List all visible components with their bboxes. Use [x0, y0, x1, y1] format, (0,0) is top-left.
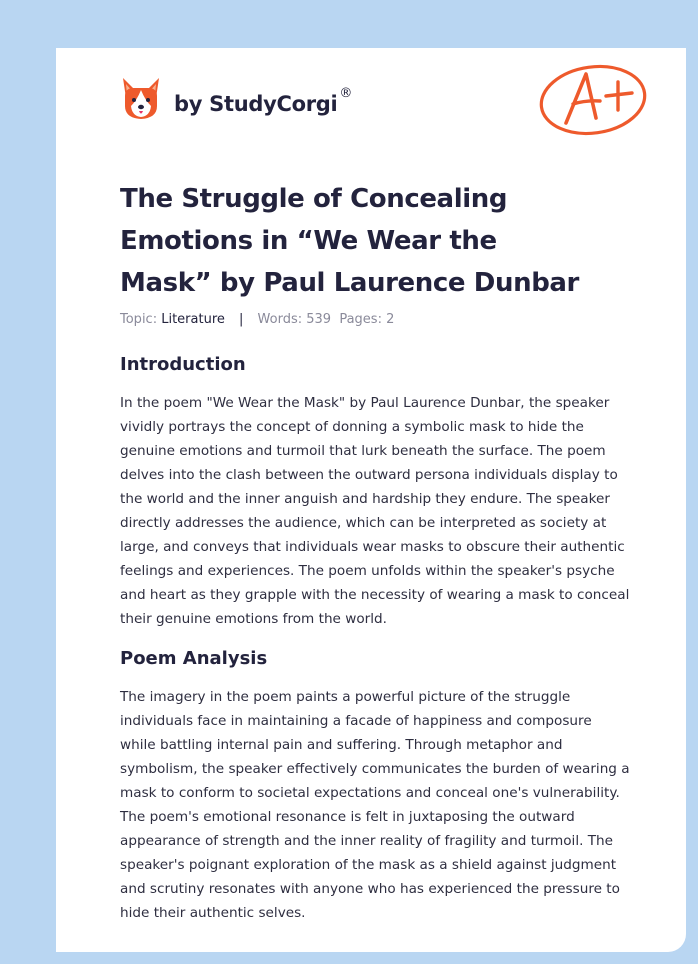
studycorgi-logo[interactable]	[120, 76, 420, 126]
page-count: Pages: 2	[339, 312, 395, 327]
document-title: The Struggle of Concealing Emotions in “We Wear the Mask” by Paul Laurence Dunbar	[120, 184, 579, 298]
section-paragraph: The imagery in the poem paints a powerful picture of the struggle individuals face in maintaining a facade of happiness and composure while battling internal pain and suffering. Through metaphor and symbolism, the speaker effectively communicates the burden of wearing a mask to conform to societal expectations and conceal one's vulnerability. The poem's emotional resonance is felt in juxtaposing the outward appearance of strength and the inner reality of fragility and turmoil. The speaker's poignant exploration of the mask as a shield against judgment and scrutiny resonates with anyone who has experienced the pressure to hide their authentic selves.	[120, 689, 630, 921]
document-meta	[120, 312, 394, 327]
corgi-icon	[120, 76, 162, 122]
section-heading: Introduction	[120, 354, 246, 375]
section-heading: Poem Analysis	[120, 648, 268, 669]
word-count: Words: 539	[257, 312, 332, 327]
meta-separator: |	[239, 312, 244, 327]
brand-name: by StudyCorgi ®	[174, 86, 353, 116]
document-page	[56, 48, 686, 952]
topic-link[interactable]: Literature	[161, 312, 225, 327]
section-paragraph: In the poem "We Wear the Mask" by Paul Laurence Dunbar, the speaker vividly portrays the concept of donning a symbolic mask to hide the genuine emotions and turmoil that lurk beneath the surface. The poem delves into the clash between the outward persona individuals display to the world and the inner anguish and hardship they endure. The speaker directly addresses the audience, which can be interpreted as society at large, and conveys that individuals wear masks to obscure their authentic feelings and experiences. The poem unfolds within the speaker's psyche and heart as they grapple with the necessity of wearing a mask to conceal their genuine emotions from the world.	[120, 395, 630, 627]
topic-label: Topic:	[120, 312, 158, 327]
a-plus-icon	[536, 60, 652, 138]
